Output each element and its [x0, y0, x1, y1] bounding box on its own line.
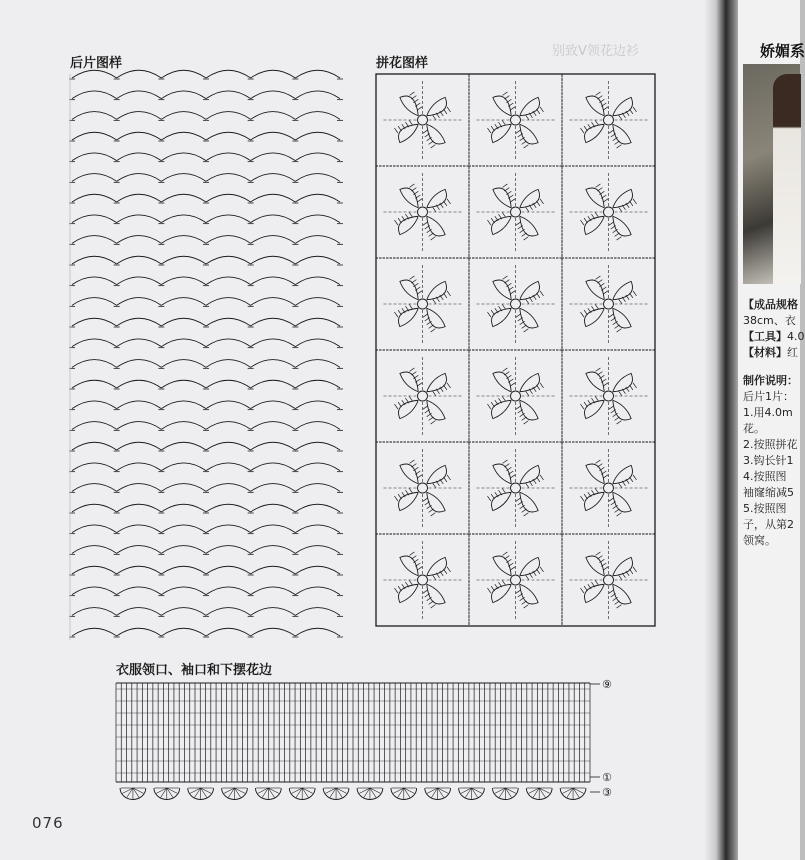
- petal-stitch: [409, 396, 412, 401]
- petal-stitch: [502, 304, 505, 309]
- chain-arch-row: [72, 277, 340, 285]
- petal-stitch: [580, 128, 583, 133]
- motif-center-ring: [511, 575, 521, 585]
- chain-arch-row: [72, 339, 340, 347]
- petal-stitch: [617, 329, 622, 332]
- petal-stitch: [595, 212, 598, 217]
- edging-title: 衣服领口、袖口和下摆花边: [116, 663, 273, 678]
- petal-stitch: [597, 96, 602, 99]
- petal-stitch: [431, 605, 436, 608]
- motif-center-ring: [418, 483, 428, 493]
- petal-stitch: [633, 475, 636, 480]
- petal-stitch: [618, 299, 621, 304]
- petal-stitch: [536, 385, 539, 390]
- petal-stitch: [394, 312, 397, 317]
- chain-arch-row: [72, 442, 340, 450]
- instruction-line: 4.按照图: [743, 470, 787, 483]
- petal-stitch: [584, 402, 587, 407]
- petal-stitch: [609, 406, 614, 409]
- petal-stitch: [536, 477, 539, 482]
- petal-stitch: [516, 314, 521, 317]
- petal-stitch: [618, 575, 621, 580]
- petal-stitch: [524, 237, 529, 240]
- petal-stitch: [525, 115, 528, 120]
- petal-stitch: [487, 588, 490, 593]
- petal-stitch: [417, 291, 422, 294]
- petal-stitch: [595, 120, 598, 125]
- petal-stitch: [398, 218, 401, 223]
- petal-stitch: [432, 575, 435, 580]
- petal-stitch: [536, 293, 539, 298]
- petal-stitch: [516, 406, 521, 409]
- petal-stitch: [584, 586, 587, 591]
- petal-stitch: [411, 96, 416, 99]
- petal-stitch: [609, 130, 614, 133]
- petal-stitch: [580, 404, 583, 409]
- petal-stitch: [409, 304, 412, 309]
- petal-stitch: [410, 368, 415, 371]
- petal-stitch: [491, 126, 494, 131]
- instruction-line: 领窝。: [743, 534, 776, 547]
- instructions-title: 制作说明：: [743, 374, 798, 387]
- petal-stitch: [447, 199, 450, 204]
- instruction-line: 后片1片：: [743, 390, 794, 403]
- chain-arch-row: [72, 628, 340, 636]
- petal-stitch: [503, 368, 508, 371]
- petal-stitch: [510, 199, 515, 202]
- material-line: 【材料】红: [743, 346, 798, 359]
- petal-stitch: [522, 509, 527, 512]
- petal-stitch: [502, 120, 505, 125]
- petal-stitch: [540, 199, 543, 204]
- petal-stitch: [617, 605, 622, 608]
- petal-stitch: [447, 107, 450, 112]
- petal-stitch: [536, 201, 539, 206]
- petal-stitch: [394, 128, 397, 133]
- petal-stitch: [431, 421, 436, 424]
- petal-stitch: [487, 496, 490, 501]
- motif-center-ring: [511, 207, 521, 217]
- petal-stitch: [429, 233, 434, 236]
- petal-stitch: [502, 488, 505, 493]
- petal-stitch: [487, 128, 490, 133]
- instruction-line: 花。: [743, 422, 765, 435]
- petal-stitch: [410, 276, 415, 279]
- petal-stitch: [580, 588, 583, 593]
- petal-stitch: [603, 107, 608, 110]
- instruction-line: 袖窿缩减5: [743, 486, 794, 499]
- petal-stitch: [540, 567, 543, 572]
- petal-stitch: [502, 212, 505, 217]
- petal-stitch: [510, 291, 515, 294]
- chain-arch-row: [72, 525, 340, 533]
- petal-stitch: [603, 291, 608, 294]
- petal-stitch: [410, 92, 415, 95]
- petal-stitch: [417, 199, 422, 202]
- model-figure: [773, 74, 801, 284]
- petal-stitch: [540, 383, 543, 388]
- instruction-line: 1.用4.0m: [743, 406, 793, 419]
- petal-stitch: [584, 310, 587, 315]
- petal-stitch: [603, 383, 608, 386]
- petal-stitch: [443, 569, 446, 574]
- petal-stitch: [540, 107, 543, 112]
- petal-stitch: [510, 383, 515, 386]
- petal-stitch: [522, 417, 527, 420]
- petal-stitch: [629, 109, 632, 114]
- motif-center-ring: [604, 115, 614, 125]
- chain-arch-row: [72, 174, 340, 182]
- petal-stitch: [597, 464, 602, 467]
- petal-stitch: [618, 483, 621, 488]
- petal-stitch: [423, 498, 428, 501]
- petal-stitch: [398, 126, 401, 131]
- motif-center-ring: [604, 207, 614, 217]
- petal-stitch: [409, 212, 412, 217]
- instruction-line: 5.按照图: [743, 502, 787, 515]
- petal-stitch: [595, 580, 598, 585]
- petal-stitch: [603, 199, 608, 202]
- petal-stitch: [629, 385, 632, 390]
- petal-stitch: [618, 207, 621, 212]
- petal-stitch: [443, 109, 446, 114]
- petal-stitch: [398, 402, 401, 407]
- chain-arch-row: [72, 566, 340, 574]
- petal-stitch: [447, 475, 450, 480]
- petal-stitch: [410, 184, 415, 187]
- petal-stitch: [629, 477, 632, 482]
- petal-stitch: [417, 567, 422, 570]
- chain-arch-row: [72, 587, 340, 595]
- petal-stitch: [596, 276, 601, 279]
- petal-stitch: [411, 188, 416, 191]
- chain-arch-row: [72, 484, 340, 492]
- chain-arch-row: [72, 256, 340, 264]
- motif-center-ring: [604, 299, 614, 309]
- petal-stitch: [525, 207, 528, 212]
- spec-line: 【成品规格: [743, 298, 798, 311]
- petal-stitch: [504, 280, 509, 283]
- petal-stitch: [609, 222, 614, 225]
- petal-stitch: [618, 391, 621, 396]
- petal-stitch: [510, 567, 515, 570]
- chain-arch-row: [72, 236, 340, 244]
- petal-stitch: [503, 552, 508, 555]
- motif-center-ring: [511, 483, 521, 493]
- petal-stitch: [394, 496, 397, 501]
- petal-stitch: [524, 145, 529, 148]
- instruction-line: 3.钩长针1: [743, 454, 794, 467]
- petal-stitch: [504, 372, 509, 375]
- petal-stitch: [580, 496, 583, 501]
- motif-chart: [376, 74, 655, 626]
- petal-stitch: [584, 126, 587, 131]
- petal-stitch: [431, 237, 436, 240]
- petal-stitch: [411, 372, 416, 375]
- chain-arch-row: [72, 70, 340, 78]
- petal-stitch: [491, 218, 494, 223]
- petal-stitch: [432, 115, 435, 120]
- petal-stitch: [615, 141, 620, 144]
- petal-stitch: [417, 107, 422, 110]
- chain-arch-row: [72, 504, 340, 512]
- petal-stitch: [633, 199, 636, 204]
- petal-stitch: [423, 222, 428, 225]
- petal-stitch: [584, 218, 587, 223]
- instruction-line: 2.按照拼花: [743, 438, 798, 451]
- petal-stitch: [432, 299, 435, 304]
- ghost-header: 别致V领花边衫: [552, 44, 639, 59]
- motif-center-ring: [511, 115, 521, 125]
- petal-stitch: [510, 475, 515, 478]
- petal-stitch: [409, 488, 412, 493]
- motif-center-ring: [418, 299, 428, 309]
- petal-stitch: [487, 312, 490, 317]
- petal-stitch: [584, 494, 587, 499]
- petal-stitch: [516, 498, 521, 501]
- petal-stitch: [633, 107, 636, 112]
- petal-stitch: [536, 109, 539, 114]
- petal-stitch: [417, 475, 422, 478]
- petal-stitch: [429, 417, 434, 420]
- row-marker: ③: [602, 786, 612, 799]
- petal-stitch: [432, 207, 435, 212]
- petal-stitch: [487, 404, 490, 409]
- petal-stitch: [447, 567, 450, 572]
- petal-stitch: [423, 590, 428, 593]
- petal-stitch: [431, 329, 436, 332]
- petal-stitch: [597, 372, 602, 375]
- spec-value: 38cm、衣: [743, 314, 796, 327]
- petal-stitch: [504, 188, 509, 191]
- petal-stitch: [516, 590, 521, 593]
- petal-stitch: [540, 475, 543, 480]
- petal-stitch: [447, 383, 450, 388]
- petal-stitch: [504, 464, 509, 467]
- petal-stitch: [491, 494, 494, 499]
- petal-stitch: [491, 310, 494, 315]
- motif-center-ring: [418, 115, 428, 125]
- petal-stitch: [597, 556, 602, 559]
- petal-stitch: [595, 488, 598, 493]
- petal-stitch: [597, 280, 602, 283]
- petal-stitch: [540, 291, 543, 296]
- petal-stitch: [411, 280, 416, 283]
- petal-stitch: [503, 460, 508, 463]
- petal-stitch: [609, 314, 614, 317]
- petal-stitch: [522, 141, 527, 144]
- petal-stitch: [487, 220, 490, 225]
- petal-stitch: [443, 201, 446, 206]
- chain-arch-row: [72, 380, 340, 388]
- petal-stitch: [417, 383, 422, 386]
- model-photo: [743, 64, 800, 284]
- edging-chart: [116, 678, 612, 800]
- petal-stitch: [615, 601, 620, 604]
- petal-stitch: [423, 130, 428, 133]
- petal-stitch: [522, 325, 527, 328]
- motif-center-ring: [511, 391, 521, 401]
- motif-center-ring: [418, 207, 428, 217]
- petal-stitch: [423, 314, 428, 317]
- petal-stitch: [398, 494, 401, 499]
- petal-stitch: [503, 184, 508, 187]
- right-page-title: 娇媚系: [760, 42, 805, 60]
- petal-stitch: [516, 130, 521, 133]
- chain-arch-row: [72, 153, 340, 161]
- petal-stitch: [596, 92, 601, 95]
- petal-stitch: [525, 391, 528, 396]
- chain-arch-row: [72, 608, 340, 616]
- petal-stitch: [525, 299, 528, 304]
- chain-arch-row: [72, 318, 340, 326]
- chain-arch-row: [72, 132, 340, 140]
- petal-stitch: [596, 460, 601, 463]
- petal-stitch: [615, 417, 620, 420]
- petal-stitch: [629, 569, 632, 574]
- chain-arch-row: [72, 360, 340, 368]
- petal-stitch: [597, 188, 602, 191]
- petal-stitch: [503, 276, 508, 279]
- petal-stitch: [394, 404, 397, 409]
- petal-stitch: [431, 513, 436, 516]
- petal-stitch: [618, 115, 621, 120]
- petal-stitch: [410, 460, 415, 463]
- petal-stitch: [429, 141, 434, 144]
- chain-arch-row: [72, 91, 340, 99]
- chain-arch-row: [72, 401, 340, 409]
- petal-stitch: [524, 421, 529, 424]
- petal-stitch: [510, 107, 515, 110]
- petal-stitch: [617, 513, 622, 516]
- petal-stitch: [609, 498, 614, 501]
- petal-stitch: [503, 92, 508, 95]
- petal-stitch: [603, 475, 608, 478]
- petal-stitch: [595, 396, 598, 401]
- motif-center-ring: [511, 299, 521, 309]
- petal-stitch: [536, 569, 539, 574]
- petal-stitch: [429, 325, 434, 328]
- petal-stitch: [522, 601, 527, 604]
- chain-arch-row: [72, 194, 340, 202]
- petal-stitch: [409, 580, 412, 585]
- petal-stitch: [394, 588, 397, 593]
- petal-stitch: [443, 477, 446, 482]
- petal-stitch: [617, 237, 622, 240]
- motif-center-ring: [604, 575, 614, 585]
- petal-stitch: [596, 368, 601, 371]
- petal-stitch: [410, 552, 415, 555]
- petal-stitch: [398, 310, 401, 315]
- petal-stitch: [617, 421, 622, 424]
- petal-stitch: [603, 567, 608, 570]
- petal-stitch: [524, 329, 529, 332]
- instruction-line: 子，从第2: [743, 518, 794, 531]
- row-marker: ⑨: [602, 678, 612, 691]
- petal-stitch: [609, 590, 614, 593]
- petal-stitch: [398, 586, 401, 591]
- petal-stitch: [617, 145, 622, 148]
- chain-arch-row: [72, 112, 340, 120]
- petal-stitch: [516, 222, 521, 225]
- petal-stitch: [409, 120, 412, 125]
- petal-stitch: [524, 513, 529, 516]
- petal-stitch: [491, 586, 494, 591]
- chain-arch-row: [72, 422, 340, 430]
- chain-arch-row: [72, 298, 340, 306]
- page-number: 076: [32, 814, 64, 832]
- back-panel-title: 后片图样: [70, 56, 123, 71]
- petal-stitch: [429, 509, 434, 512]
- petal-stitch: [615, 325, 620, 328]
- petal-stitch: [629, 201, 632, 206]
- petal-stitch: [525, 575, 528, 580]
- petal-stitch: [580, 220, 583, 225]
- petal-stitch: [596, 552, 601, 555]
- petal-stitch: [504, 96, 509, 99]
- row-marker: ①: [602, 771, 612, 784]
- petal-stitch: [431, 145, 436, 148]
- tools-line: 【工具】4.0: [743, 330, 805, 343]
- petal-stitch: [443, 293, 446, 298]
- petal-stitch: [394, 220, 397, 225]
- petal-stitch: [411, 556, 416, 559]
- petal-stitch: [443, 385, 446, 390]
- petal-stitch: [596, 184, 601, 187]
- petal-stitch: [580, 312, 583, 317]
- petal-stitch: [411, 464, 416, 467]
- petal-stitch: [522, 233, 527, 236]
- back-panel-chart: [69, 70, 343, 640]
- petal-stitch: [615, 509, 620, 512]
- chain-arch-row: [72, 546, 340, 554]
- petal-stitch: [491, 402, 494, 407]
- petal-stitch: [423, 406, 428, 409]
- petal-stitch: [629, 293, 632, 298]
- petal-stitch: [633, 567, 636, 572]
- motif-center-ring: [418, 575, 428, 585]
- petal-stitch: [432, 483, 435, 488]
- petal-stitch: [595, 304, 598, 309]
- petal-stitch: [525, 483, 528, 488]
- petal-stitch: [502, 396, 505, 401]
- chain-arch-row: [72, 463, 340, 471]
- petal-stitch: [432, 391, 435, 396]
- motif-center-ring: [418, 391, 428, 401]
- chain-arch-row: [72, 215, 340, 223]
- motif-center-ring: [604, 483, 614, 493]
- petal-stitch: [615, 233, 620, 236]
- motif-title: 拼花图样: [376, 56, 429, 71]
- motif-center-ring: [604, 391, 614, 401]
- petal-stitch: [429, 601, 434, 604]
- petal-stitch: [502, 580, 505, 585]
- petal-stitch: [504, 556, 509, 559]
- petal-stitch: [633, 383, 636, 388]
- petal-stitch: [447, 291, 450, 296]
- petal-stitch: [633, 291, 636, 296]
- petal-stitch: [524, 605, 529, 608]
